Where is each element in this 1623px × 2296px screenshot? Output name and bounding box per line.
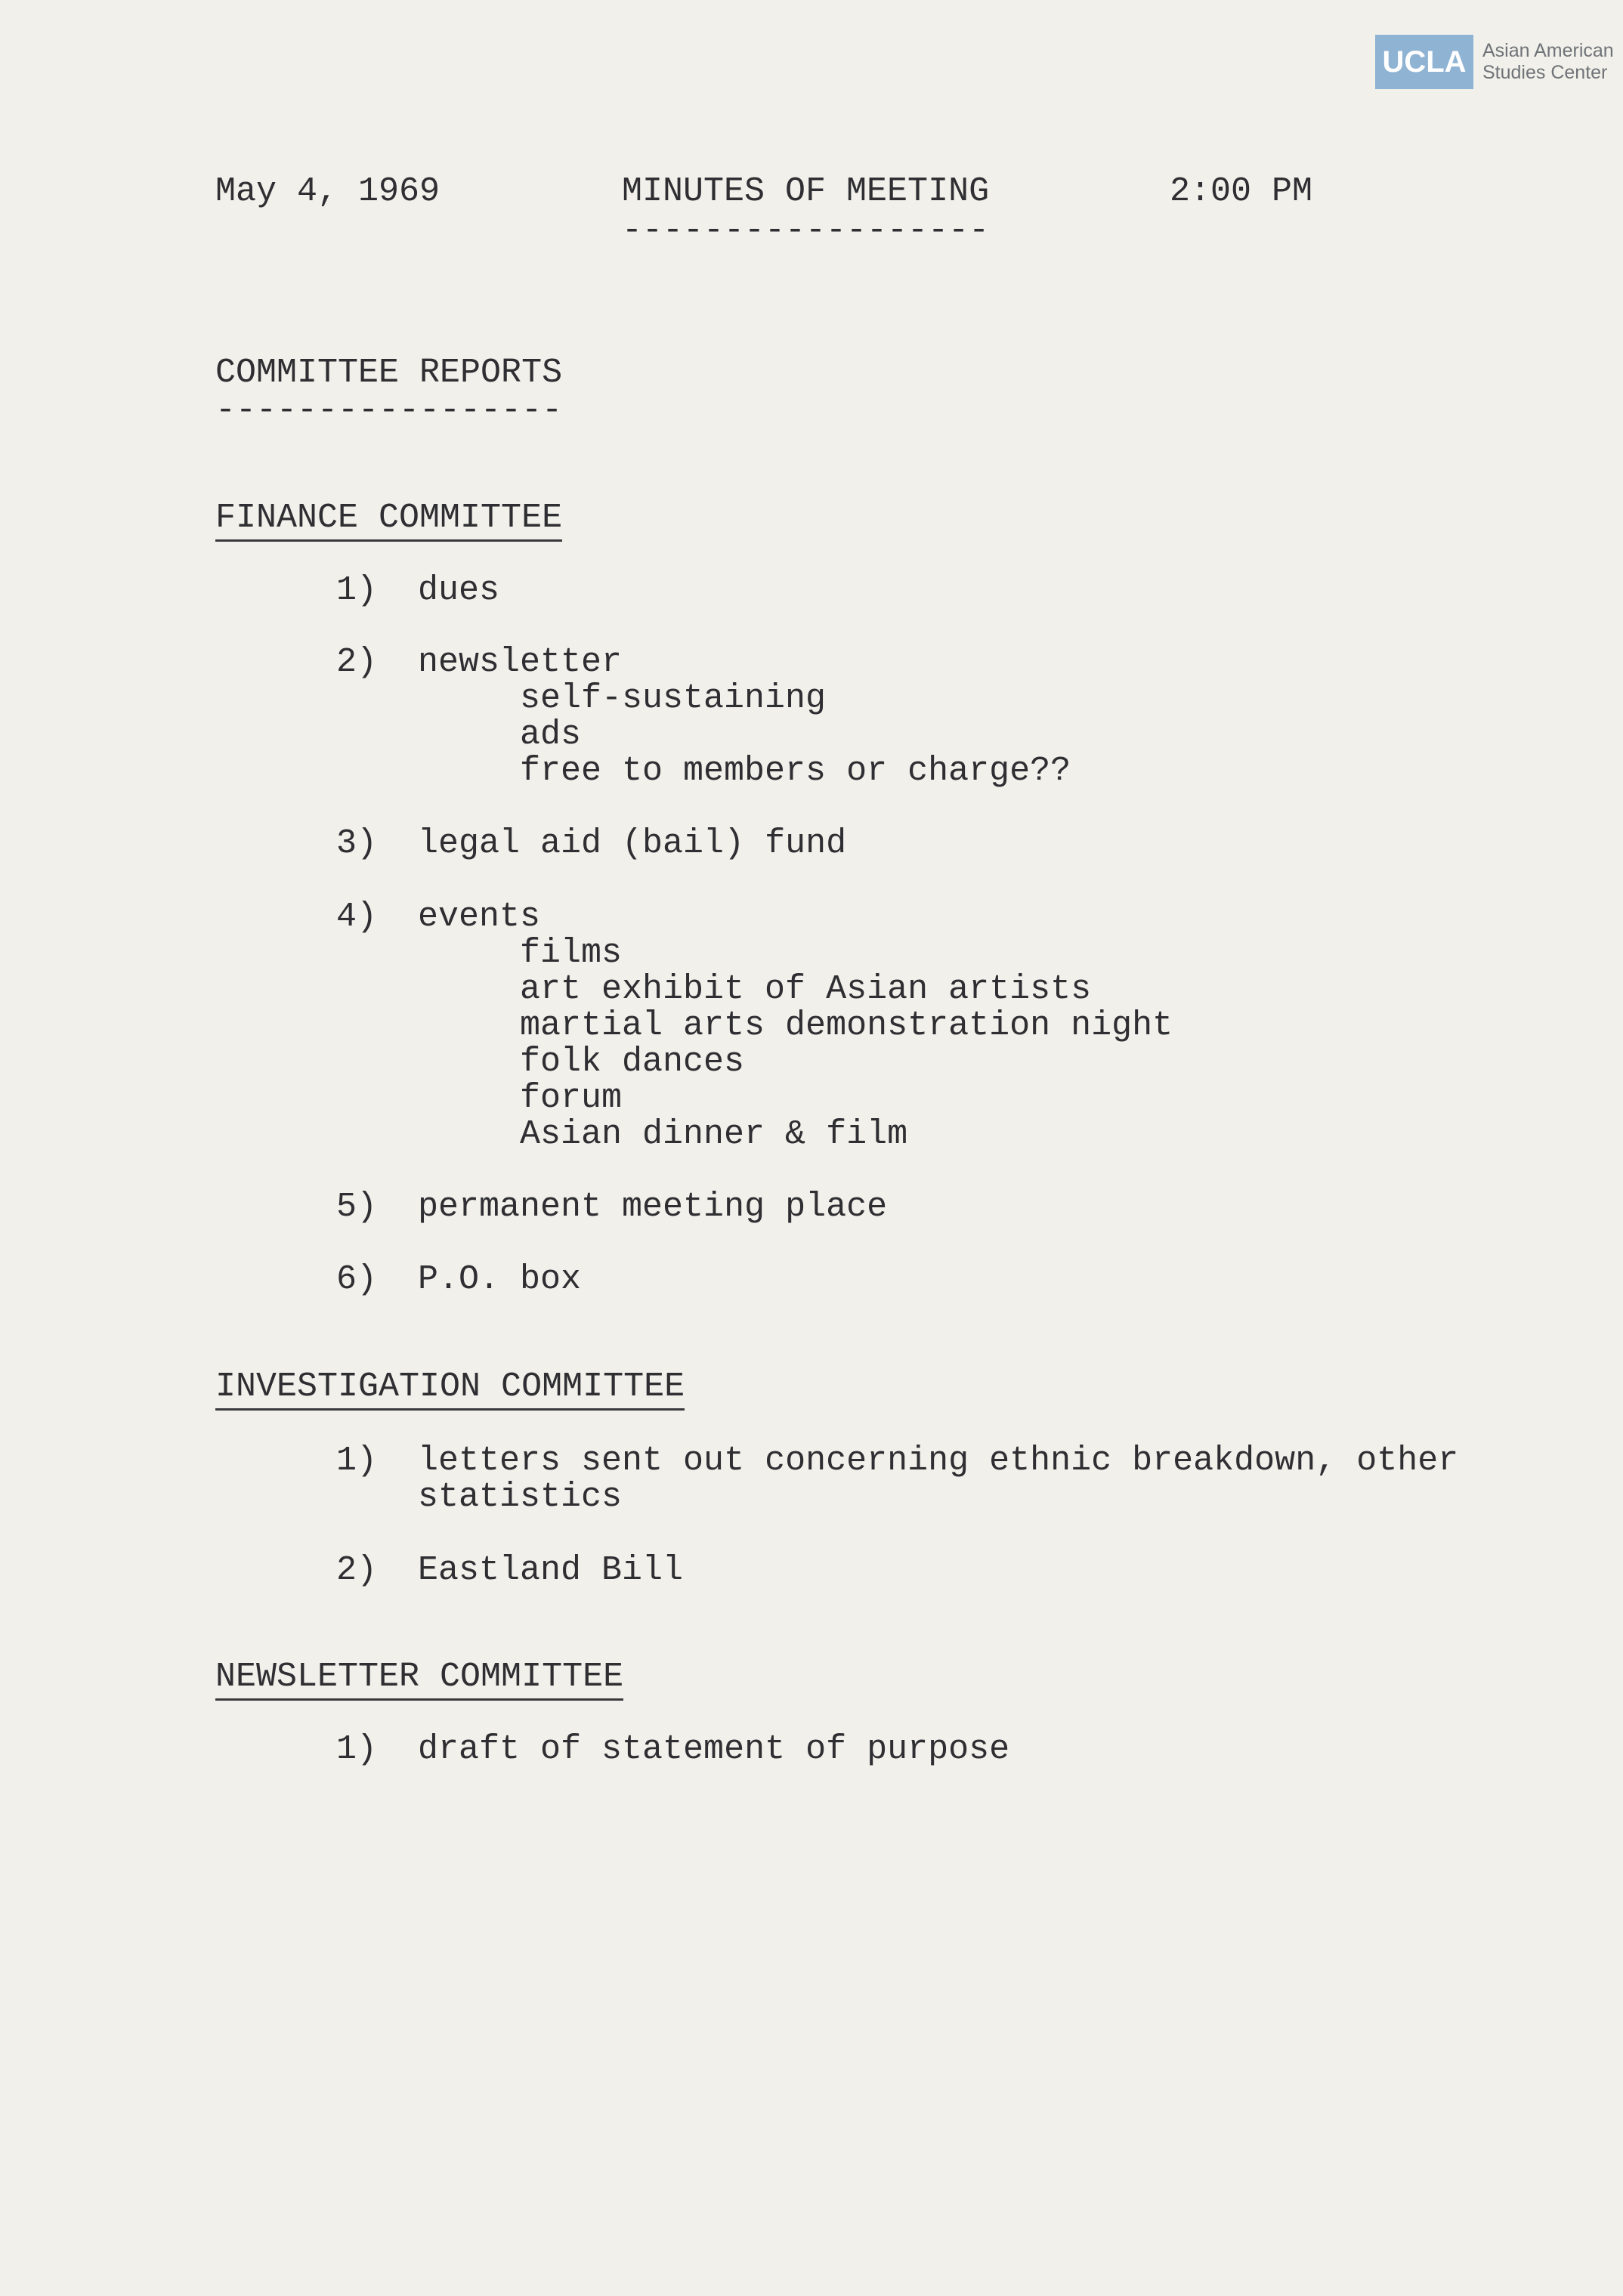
finance-subitem: art exhibit of Asian artists <box>520 970 1092 1009</box>
committee-reports-heading: COMMITTEE REPORTS <box>215 354 563 392</box>
finance-subitem: ads <box>520 715 582 754</box>
investigation-item-text: letters sent out concerning ethnic breakdown, other <box>418 1442 1459 1480</box>
finance-item-text: legal aid (bail) fund <box>418 824 847 863</box>
finance-subitem: self-sustaining <box>520 679 827 718</box>
finance-item-number: 2) <box>336 643 378 681</box>
newsletter-item-text: draft of statement of purpose <box>418 1730 1010 1769</box>
finance-item-number: 1) <box>336 571 378 610</box>
document-title: MINUTES OF MEETING <box>622 172 990 211</box>
meeting-time: 2:00 PM <box>1170 172 1313 211</box>
finance-subitem: folk dances <box>520 1043 745 1081</box>
finance-item-number: 3) <box>336 824 378 863</box>
newsletter-item-number: 1) <box>336 1730 378 1769</box>
finance-subitem: martial arts demonstration night <box>520 1006 1173 1045</box>
finance-item-text: newsletter <box>418 643 623 681</box>
finance-subitem: forum <box>520 1079 623 1117</box>
newsletter-committee-heading: NEWSLETTER COMMITTEE <box>215 1659 623 1701</box>
finance-item-text: events <box>418 898 541 936</box>
finance-subitem: films <box>520 934 623 972</box>
finance-item-number: 4) <box>336 898 378 936</box>
ucla-logo-mark: UCLA <box>1375 35 1473 89</box>
investigation-item-text: Eastland Bill <box>418 1551 684 1590</box>
investigation-item-number: 1) <box>336 1442 378 1480</box>
investigation-item-number: 2) <box>336 1551 378 1590</box>
finance-item-text: dues <box>418 571 500 610</box>
finance-committee-heading: FINANCE COMMITTEE <box>215 500 562 542</box>
ucla-aasc-logo <box>1375 35 1614 89</box>
finance-item-text: permanent meeting place <box>418 1188 888 1226</box>
investigation-item-continuation: statistics <box>418 1478 623 1516</box>
logo-line-1: Asian American <box>1482 40 1614 61</box>
logo-caption <box>1482 40 1614 84</box>
investigation-committee-heading: INVESTIGATION COMMITTEE <box>215 1369 685 1411</box>
title-rule: ------------------ <box>622 212 990 250</box>
meeting-date: May 4, 1969 <box>215 172 441 211</box>
logo-line-2: Studies Center <box>1482 62 1608 83</box>
finance-item-number: 5) <box>336 1188 378 1226</box>
finance-item-text: P.O. box <box>418 1260 582 1299</box>
finance-subitem: free to members or charge?? <box>520 752 1071 790</box>
finance-item-number: 6) <box>336 1260 378 1299</box>
finance-subitem: Asian dinner & film <box>520 1115 908 1154</box>
committee-reports-rule: ----------------- <box>215 391 563 430</box>
